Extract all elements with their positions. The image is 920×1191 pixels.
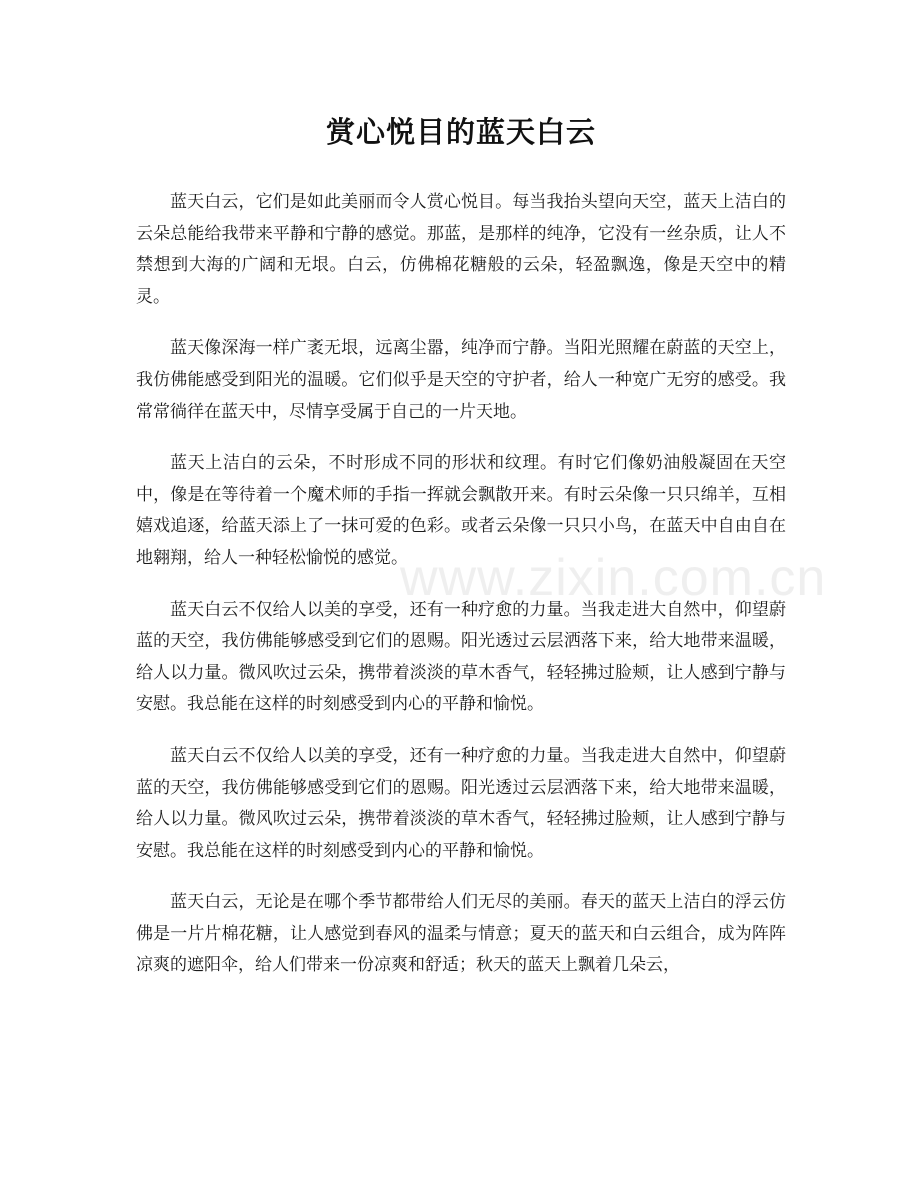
document-body [136,187,786,982]
paragraph: 蓝天白云，无论是在哪个季节都带给人们无尽的美丽。春天的蓝天上洁白的浮云仿佛是一片片棉花糖，让人感觉到春风的温柔与情意；夏天的蓝天和白云组合，成为阵阵凉爽的遮阳伞，给人们带来一份凉爽和舒适；秋天的蓝天上飘着几朵云， [136,892,786,976]
paragraph: 蓝天白云不仅给人以美的享受，还有一种疗愈的力量。当我走进大自然中，仰望蔚蓝的天空，我仿佛能够感受到它们的恩赐。阳光透过云层洒落下来，给大地带来温暖，给人以力量。微风吹过云朵，携带着淡淡的草木香气，轻轻拂过脸颊，让人感到宁静与安慰。我总能在这样的时刻感受到内心的平静和愉悦。 [136,599,786,715]
document-title: 赏心悦目的蓝天白云 [325,115,596,149]
paragraph: 蓝天白云，它们是如此美丽而令人赏心悦目。每当我抬头望向天空，蓝天上洁白的云朵总能给我带来平静和宁静的感觉。那蓝，是那样的纯净，它没有一丝杂质，让人不禁想到大海的广阔和无垠。白云，仿佛棉花糖般的云朵，轻盈飘逸，像是天空中的精灵。 [136,192,786,307]
watermark: www.zixin.com.cn [400,549,827,607]
paragraph: 蓝天上洁白的云朵，不时形成不同的形状和纹理。有时它们像奶油般凝固在天空中，像是在等待着一个魔术师的手指一挥就会飘散开来。有时云朵像一只只绵羊，互相嬉戏追逐，给蓝天添上了一抹可爱的色彩。或者云朵像一只只小鸟，在蓝天中自由自在地翱翔，给人一种轻松愉悦的感觉。 [136,453,786,568]
paragraph: 蓝天像深海一样广袤无垠，远离尘嚣，纯净而宁静。当阳光照耀在蔚蓝的天空上，我仿佛能感受到阳光的温暖。它们似乎是天空的守护者，给人一种宽广无穷的感受。我常常徜徉在蓝天中，尽情享受属于自己的一片天地。 [136,338,786,422]
paragraph: 蓝天白云不仅给人以美的享受，还有一种疗愈的力量。当我走进大自然中，仰望蔚蓝的天空，我仿佛能够感受到它们的恩赐。阳光透过云层洒落下来，给大地带来温暖，给人以力量。微风吹过云朵，携带着淡淡的草木香气，轻轻拂过脸颊，让人感到宁静与安慰。我总能在这样的时刻感受到内心的平静和愉悦。 [136,745,786,861]
